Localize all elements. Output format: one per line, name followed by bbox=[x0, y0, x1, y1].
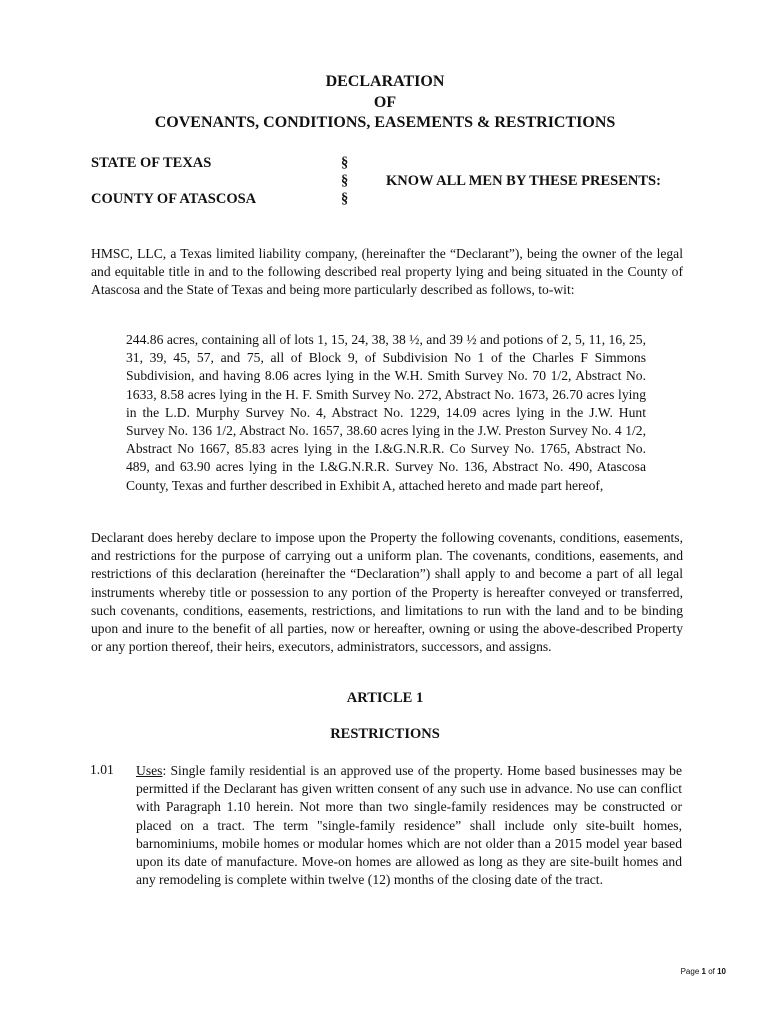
title-line-covenants: COVENANTS, CONDITIONS, EASEMENTS & RESTRICTIONS bbox=[154, 114, 616, 131]
section-uses-text: Single family residential is an approved use of the property. Home based businesses may be permitted if the Declarant has given written consent of any such use in advance. No use can conflict with Paragraph 1.10 herein. Not more than two single-family residences may be constructed or placed on a tract. The term "single-family residence” shall include only site-built homes, barnominiums, mobile homes or modular homes which are not older than a 2015 model year based upon its date of manufacture. Move-on homes are allowed as long as they are site-built homes and any remodeling is complete within twelve (12) months of the closing date of the tract. bbox=[136, 763, 682, 888]
document-title bbox=[0, 72, 770, 134]
county-label: COUNTY OF ATASCOSA bbox=[91, 191, 257, 207]
page-footer bbox=[681, 967, 726, 976]
title-line-declaration: DECLARATION bbox=[325, 73, 445, 90]
property-description: 244.86 acres, containing all of lots 1, 15, 24, 38, 38 ½, and 39 ½ and potions of 2, 5, 11, 16, 25, 31, 39, 45, 57, and 75, all of Block 9, of Subdivision No 1 of the Charles F Simmons Subdivision, and having 8.06 acres lying in the W.H. Smith Survey No. 70 1/2, Abstract No. 1633, 8.58 acres lying in the H. F. Smith Survey No. 272, Abstract No. 1673, 26.70 acres lying in the L.D. Murphy Survey No. 4, Abstract No. 1229, 14.09 acres lying in the J.W. Hunt Survey No. 136 1/2, Abstract No. 1657, 38.60 acres lying in the J.W. Preston Survey No. 4 1/2, Abstract No 1667, 85.83 acres lying in the I.&G.N.R.R. Co Survey No. 1765, Abstract No. 489, and 63.90 acres lying in the I.&G.N.R.R. Survey No. 136, Abstract No. 490, Atascosa County, Texas and further described in Exhibit A, attached hereto and made part hereof, bbox=[126, 332, 646, 493]
know-all-men: KNOW ALL MEN BY THESE PRESENTS: bbox=[386, 173, 661, 189]
declaration-paragraph: Declarant does hereby declare to impose upon the Property the following covenants, conditions, easements, and restrictions for the purpose of carrying out a uniform plan. The covenants, conditions, easements, and restrictions of this declaration (hereinafter the “Declaration”) shall apply to and become a part of all legal instruments whereby title or possession to any portion of the Property is hereafter conveyed or transferred, such covenants, conditions, easements, restrictions, and limitations to run with the land and to be binding upon and inure to the benefit of all parties, now or hereafter, owning or using the above-described Property or any portion thereof, their heirs, executors, administrators, successors, and assigns. bbox=[91, 530, 683, 655]
footer-page-current: 1 bbox=[701, 967, 706, 976]
footer-of-word: of bbox=[708, 967, 715, 976]
section-number: 1.01 bbox=[90, 762, 114, 777]
article-heading: ARTICLE 1 bbox=[346, 690, 424, 706]
section-mark-1: § bbox=[341, 155, 349, 171]
title-line-of: OF bbox=[373, 93, 397, 111]
state-label: STATE OF TEXAS bbox=[91, 155, 212, 171]
intro-paragraph: HMSC, LLC, a Texas limited liability company, (hereinafter the “Declarant”), being the owner of the legal and equitable title in and to the following described real property lying and being situated in the County of Atascosa and the State of Texas and being more particularly described as follows, to-wit: bbox=[91, 246, 683, 298]
restrictions-heading: RESTRICTIONS bbox=[330, 726, 440, 742]
footer-page-word: Page bbox=[680, 967, 700, 976]
section-uses-colon: : bbox=[162, 763, 167, 778]
section-uses-label: Uses bbox=[136, 763, 163, 778]
section-uses-paragraph bbox=[136, 762, 682, 889]
footer-page-total: 10 bbox=[717, 967, 726, 976]
section-mark-2: § bbox=[341, 173, 349, 189]
section-mark-3: § bbox=[341, 191, 349, 207]
